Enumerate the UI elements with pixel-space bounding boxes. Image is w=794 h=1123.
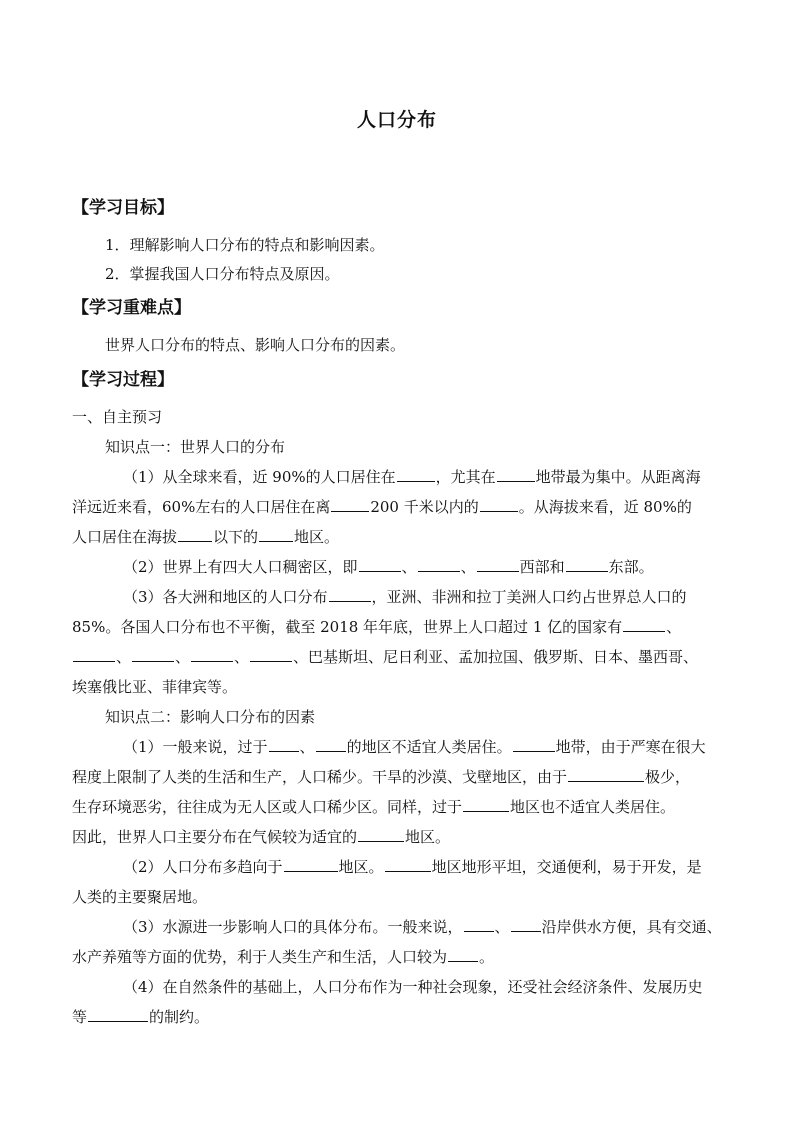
fill-blank[interactable] — [418, 557, 460, 572]
difficulty-text: 世界人口分布的特点、影响人口分布的因素。 — [105, 336, 406, 354]
kp2-para1-line2: 程度上限制了人类的生活和生产，人口稀少。干旱的沙漠、戈壁地区，由于 极少， — [72, 768, 691, 786]
fill-blank[interactable] — [480, 497, 518, 512]
kp1-para2: （2）世界上有四大人口稠密区，即 、 、 西部和 东部。 — [123, 558, 654, 576]
fill-blank[interactable] — [358, 827, 404, 842]
fill-blank[interactable] — [477, 557, 519, 572]
kp2-para2-line2: 人类的主要聚居地。 — [72, 888, 208, 906]
kp1-para1-line3: 人口居住在海拔 以下的 地区。 — [72, 528, 340, 546]
kp2-para4-line1: （4）在自然条件的基础上，人口分布作为一种社会现象，还受社会经济条件、发展历史 — [123, 978, 703, 996]
fill-blank[interactable] — [463, 797, 509, 812]
fill-blank[interactable] — [316, 737, 346, 752]
fill-blank[interactable] — [497, 467, 535, 482]
kp2-para1-line4: 因此，世界人口主要分布在气候较为适宜的 地区。 — [72, 828, 451, 846]
fill-blank[interactable] — [397, 467, 435, 482]
fill-blank[interactable] — [178, 527, 212, 542]
fill-blank[interactable] — [623, 617, 665, 632]
kp2-para1-line3: 生存环境恶劣，往往成为无人区或人口稀少区。同样，过于 地区也不适宜人类居住。 — [72, 798, 676, 816]
fill-blank[interactable] — [259, 527, 293, 542]
kp1-para3-line4: 埃塞俄比亚、菲律宾等。 — [72, 678, 238, 696]
kp1-para3-line2: 85%。各国人口分布也不平衡，截至 2018 年年底，世界上人口超过 1 亿的国家有 、 — [72, 618, 682, 636]
kp1-para1-line2: 洋远近来看，60%左右的人口居住在离 200 千米以内的 。从海拔来看，近 80%的 — [72, 498, 692, 516]
fill-blank[interactable] — [385, 857, 431, 872]
fill-blank[interactable] — [269, 737, 299, 752]
fill-blank[interactable] — [568, 767, 644, 782]
process-heading: 【学习过程】 — [72, 370, 174, 390]
knowledge-point-2-title: 知识点二：影响人口分布的因素 — [105, 708, 316, 726]
difficulty-heading: 【学习重难点】 — [72, 298, 191, 318]
fill-blank[interactable] — [448, 947, 478, 962]
fill-blank[interactable] — [513, 737, 555, 752]
fill-blank[interactable] — [284, 857, 338, 872]
fill-blank[interactable] — [132, 647, 174, 662]
kp2-para1-line1: （1）一般来说，过于 、 的地区不适宜人类居住。 地带，由于严寒在很大 — [123, 738, 706, 756]
fill-blank[interactable] — [464, 917, 494, 932]
kp1-para1-line1: （1）从全球来看，近 90%的人口居住在 ，尤其在 地带最为集中。从距离海 — [123, 468, 701, 486]
goal-item-2: 2．掌握我国人口分布特点及原因。 — [105, 265, 340, 283]
fill-blank[interactable] — [191, 647, 233, 662]
kp2-para3-line2: 水产养殖等方面的优势，利于人类生产和生活，人口较为 。 — [72, 948, 495, 966]
fill-blank[interactable] — [331, 497, 369, 512]
kp1-para3-line3: 、 、 、 、巴基斯坦、尼日利亚、孟加拉国、俄罗斯、日本、墨西哥、 — [72, 646, 698, 667]
goals-heading: 【学习目标】 — [72, 198, 174, 218]
fill-blank[interactable] — [511, 917, 541, 932]
fill-blank[interactable] — [88, 1007, 148, 1022]
fill-blank[interactable] — [329, 587, 371, 602]
knowledge-point-1-title: 知识点一：世界人口的分布 — [105, 438, 286, 456]
kp2-para2-line1: （2）人口分布多趋向于 地区。 地区地形平坦，交通便利，易于开发，是 — [123, 858, 702, 876]
kp2-para3-line1: （3）水源进一步影响人口的具体分布。一般来说， 、 沿岸供水方便，具有交通、 — [123, 918, 722, 936]
goal-item-1: 1．理解影响人口分布的特点和影响因素。 — [105, 236, 385, 254]
fill-blank[interactable] — [566, 557, 608, 572]
fill-blank[interactable] — [359, 557, 401, 572]
fill-blank[interactable] — [73, 647, 115, 662]
fill-blank[interactable] — [250, 647, 292, 662]
page-title: 人口分布 — [356, 109, 437, 131]
part-one-label: 一、自主预习 — [72, 408, 163, 426]
kp2-para4-line2: 等 的制约。 — [72, 1008, 210, 1026]
kp1-para3-line1: （3）各大洲和地区的人口分布 ，亚洲、非洲和拉丁美洲人口约占世界总人口的 — [123, 588, 687, 606]
